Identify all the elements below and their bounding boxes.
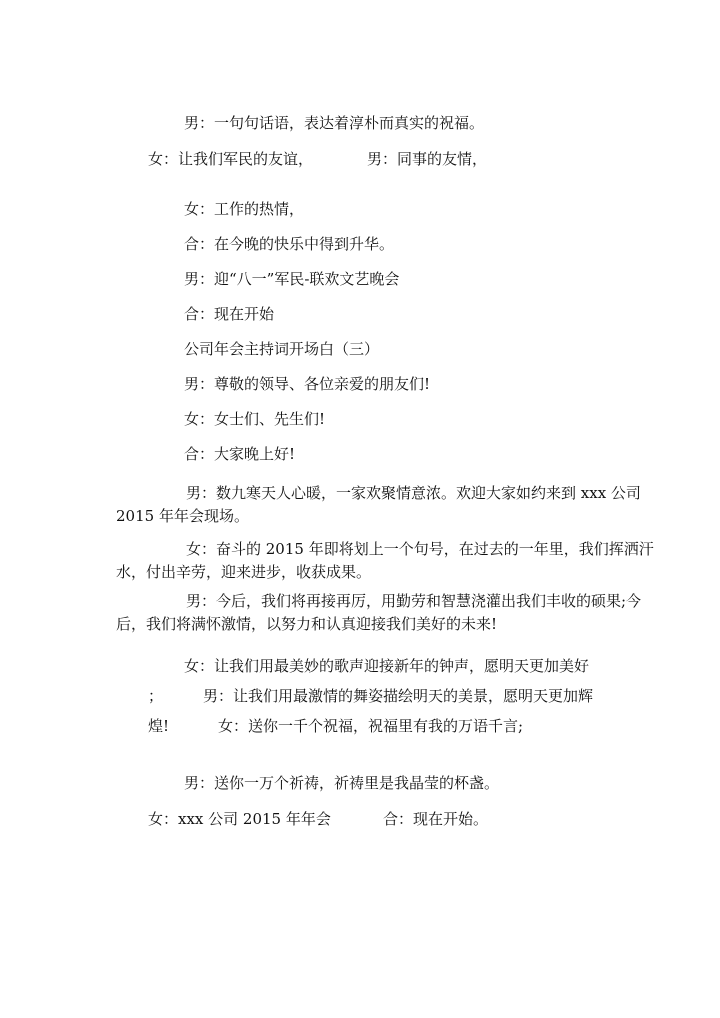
line-female-company: 女：xxx 公司 2015 年年会 bbox=[148, 810, 331, 828]
line-female-work: 女：工作的热情， bbox=[184, 200, 305, 218]
paragraph-struggle: 女：奋斗的 2015 年即将划上一个句号，在过去的一年里，我们挥洒汗水，付出辛劳，迎来进步，收获成果。 bbox=[116, 540, 654, 581]
line-male-bayi: 男：迎“八一”军民-联欢文艺晚会 bbox=[184, 270, 400, 288]
section-heading: 公司年会主持词开场白（三） bbox=[184, 340, 380, 358]
paragraph-future: 男：今后，我们将再接再厉，用勤劳和智慧浇灌出我们丰收的硕果;今后，我们将满怀激情，以努力和认真迎接我们美好的未来! bbox=[116, 592, 642, 633]
paragraph-welcome: 男：数九寒天人心暖，一家欢聚情意浓。欢迎大家如约来到 xxx 公司 2015 年年会现场。 bbox=[116, 484, 641, 525]
line-male-prayers: 男：送你一万个祈祷，祈祷里是我晶莹的杯盏。 bbox=[184, 774, 500, 792]
line-male-greeting: 男：尊敬的领导、各位亲爱的朋友们! bbox=[184, 375, 431, 393]
line-female-newyear: 女：让我们用最美妙的歌声迎接新年的钟声，愿明天更加美好 bbox=[184, 657, 590, 675]
line-female-greeting: 女：女士们、先生们! bbox=[184, 410, 326, 428]
line-together-greeting: 合：大家晚上好! bbox=[184, 445, 296, 463]
line-together-start-final: 合：现在开始。 bbox=[383, 810, 489, 828]
line-female-thousand-blessings: 女：送你一千个祝福，祝福里有我的万语千言; bbox=[218, 717, 524, 735]
line-male-blessing: 男：一句句话语，表达着淳朴而真实的祝福。 bbox=[184, 114, 485, 132]
line-male-dance: 男：让我们用最激情的舞姿描绘明天的美景，愿明天更加辉 bbox=[203, 687, 594, 705]
line-together-start: 合：现在开始 bbox=[184, 305, 275, 323]
line-female-friendship: 女：让我们军民的友谊， bbox=[148, 150, 314, 168]
line-huang: 煌! bbox=[148, 717, 170, 735]
line-together-sublimate: 合：在今晚的快乐中得到升华。 bbox=[184, 235, 395, 253]
line-male-colleague: 男：同事的友情， bbox=[367, 150, 488, 168]
line-semicolon: ； bbox=[148, 687, 164, 705]
